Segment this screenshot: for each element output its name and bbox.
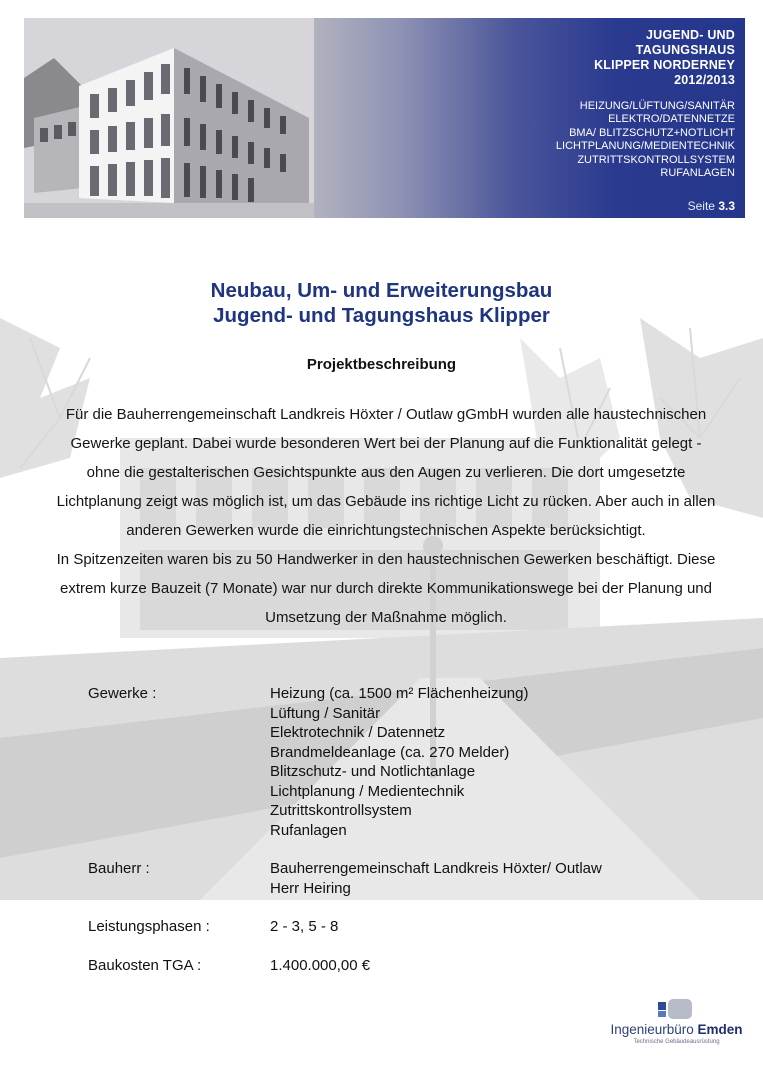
logo-tagline: Technische Gebäudeausrüstung	[633, 1039, 720, 1045]
page-title-line: Jugend- und Tagungshaus Klipper	[213, 304, 550, 327]
company-logo	[604, 998, 749, 1053]
trade-entry: Lüftung / Sanitär	[270, 704, 381, 722]
page-label: Seite	[687, 199, 715, 213]
trade-entry: Heizung (ca. 1500 m² Flächenheizung)	[270, 685, 529, 702]
detail-label: Gewerke :	[88, 685, 157, 702]
client-contact: Herr Heiring	[270, 879, 351, 897]
detail-label: Baukosten TGA :	[88, 956, 202, 974]
project-title-line: KLIPPER NORDERNEY	[594, 58, 735, 72]
detail-row-leistungsphasen	[88, 917, 602, 937]
page-title	[0, 278, 763, 328]
project-details	[88, 684, 602, 975]
project-description	[56, 400, 716, 632]
trade-entry: Elektrotechnik / Datennetz	[270, 724, 446, 741]
trade-entry: Brandmeldeanlage (ca. 270 Melder)	[270, 743, 510, 761]
detail-row-bauherr	[88, 859, 602, 898]
trade-entry: Lichtplanung / Medientechnik	[270, 782, 465, 800]
detail-value	[270, 684, 602, 840]
detail-label: Bauherr :	[88, 860, 150, 877]
logo-name-regular: Ingenieurbüro	[610, 1022, 694, 1037]
trade-entry: Blitzschutz- und Notlichtanlage	[270, 763, 476, 780]
detail-value	[270, 859, 602, 898]
detail-value: 1.400.000,00 €	[270, 956, 371, 974]
trade-item: LICHTPLANUNG/MEDIENTECHNIK	[555, 140, 735, 153]
project-title-line: TAGUNGSHAUS	[635, 43, 735, 57]
trade-item: ELEKTRO/DATENNETZE	[608, 113, 735, 126]
trade-item: BMA/ BLITZSCHUTZ+NOTLICHT	[569, 126, 735, 139]
trade-entry: Rufanlagen	[270, 821, 347, 839]
detail-value: 2 - 3, 5 - 8	[270, 918, 339, 935]
trade-item: HEIZUNG/LÜFTUNG/SANITÄR	[579, 100, 735, 112]
detail-row-gewerke	[88, 684, 602, 840]
description-paragraph: In Spitzenzeiten waren bis zu 50 Handwerker in den haustechnischen Gewerken beschäftigt. Diese extrem kurze Bauzeit (7 Monate) war nur durch direkte Kommunikationswege bei der Planung und Umsetzung der Maßnahme möglich.	[56, 551, 716, 626]
logo-name	[604, 1022, 749, 1037]
logo-name-bold: Emden	[697, 1022, 743, 1037]
project-title-line: JUGEND- UND	[645, 28, 735, 42]
logo-mark-icon	[656, 998, 696, 1020]
project-year: 2012/2013	[674, 73, 735, 87]
section-heading: Projektbeschreibung	[306, 356, 457, 373]
page-number: 3.3	[718, 199, 735, 213]
trade-item: RUFANLAGEN	[660, 167, 735, 180]
trade-item: ZUTRITTSKONTROLLSYSTEM	[577, 153, 735, 166]
detail-label: Leistungsphasen :	[88, 918, 210, 935]
page-title-line: Neubau, Um- und Erweiterungsbau	[210, 279, 553, 302]
detail-row-baukosten	[88, 956, 602, 976]
client-name: Bauherrengemeinschaft Landkreis Höxter/ Outlaw	[270, 860, 602, 877]
description-paragraph: Für die Bauherrengemeinschaft Landkreis Höxter / Outlaw gGmbH wurden alle haustechnischen Gewerke geplant. Dabei wurde besonderen Wert bei der Planung auf die Funktionalität gelegt - ohne die gestalterischen Gesichtspunkte aus den Augen zu verlieren. Die dort umgesetzte Lichtplanung zeigt was möglich ist, um das Gebäude ins richtige Licht zu rücken. Aber auch in allen anderen Gewerken wurde die einrichtungstechnischen Aspekte berücksichtigt.	[56, 406, 716, 539]
trade-entry: Zutrittskontrollsystem	[270, 802, 412, 819]
